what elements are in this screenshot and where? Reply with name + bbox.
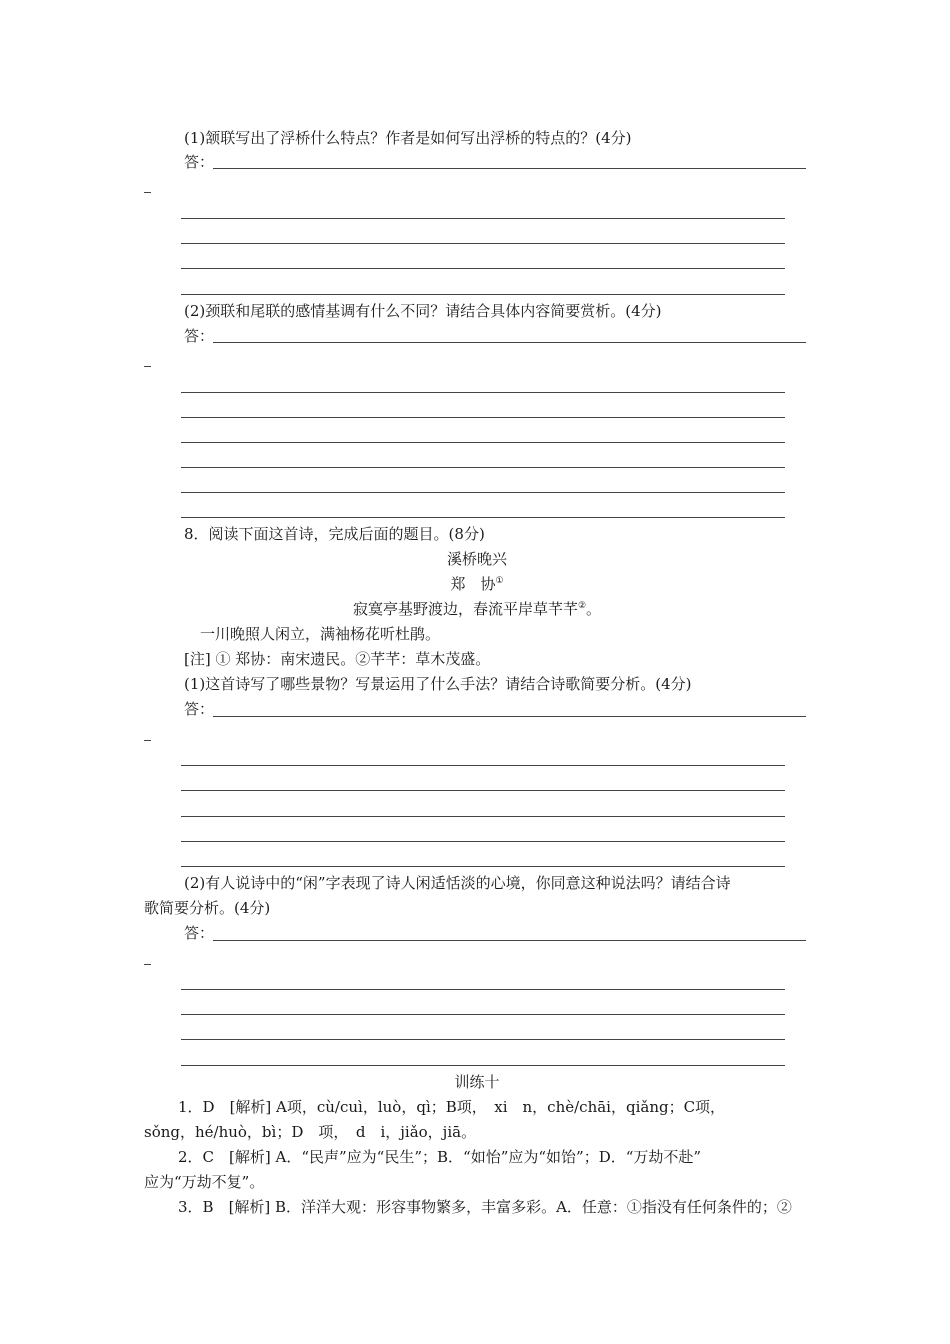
- poem-line-1: [144, 599, 810, 619]
- poem-notes: [注] ① 郑协：南宋遗民。②芊芊：草木茂盛。: [184, 650, 491, 668]
- answer-label: 答：: [184, 700, 215, 718]
- answer-line[interactable]: [181, 417, 785, 418]
- key-heading: 训练十: [454, 1073, 500, 1091]
- line-dash: [144, 740, 151, 741]
- q8-sub2-line1: (2)有人说诗中的“闲”字表现了诗人闲适恬淡的心境，你同意这种说法吗？请结合诗: [184, 874, 731, 892]
- line1-footnote-mark: ②: [577, 601, 587, 611]
- answer-line[interactable]: [181, 1065, 785, 1066]
- answer-1-line-1: 1．D [解析] A项，cù/cuì，luò，qì；B项， xi n，chè/chāi，qiǎng；C项，: [178, 1098, 726, 1116]
- q7-sub1: (1)颔联写出了浮桥什么特点？作者是如何写出浮桥的特点的？(4分): [184, 129, 632, 147]
- q8-intro: 8．阅读下面这首诗，完成后面的题目。(8分): [184, 525, 485, 543]
- q8-sub1: (1)这首诗写了哪些景物？写景运用了什么手法？请结合诗歌简要分析。(4分): [184, 675, 692, 693]
- answer-line[interactable]: [213, 716, 806, 717]
- answer-line[interactable]: [181, 866, 785, 867]
- line-dash: [144, 366, 151, 367]
- poem-line-1-text: 寂寞亭基野渡边，春流平岸草芊芊: [352, 600, 578, 618]
- answer-line[interactable]: [181, 218, 785, 219]
- answer-1-line-2: sǒng，hé/huò，bì；D 项， d i，jiǎo，jiā。: [144, 1123, 477, 1141]
- answer-2-line-1: 2．C [解析] A．“民声”应为“民生”；B．“如怡”应为“如饴”；D．“万劫不赴”: [178, 1148, 702, 1166]
- q8-sub2-line2: 歌简要分析。(4分): [144, 899, 271, 917]
- poem-author: [144, 574, 810, 594]
- answer-line[interactable]: [213, 342, 806, 343]
- answer-line[interactable]: [181, 517, 785, 518]
- answer-line[interactable]: [181, 765, 785, 766]
- poem-line-1-end: 。: [586, 600, 602, 618]
- author-footnote-mark: ①: [495, 576, 504, 586]
- answer-line[interactable]: [181, 268, 785, 269]
- answer-line[interactable]: [181, 442, 785, 443]
- answer-line[interactable]: [181, 816, 785, 817]
- answer-label: 答：: [184, 153, 215, 171]
- answer-line[interactable]: [181, 294, 785, 295]
- answer-line[interactable]: [181, 392, 785, 393]
- answer-line[interactable]: [181, 1039, 785, 1040]
- author-name: 郑 协: [450, 575, 496, 593]
- poem-title: 溪桥晚兴: [446, 550, 507, 568]
- answer-line[interactable]: [181, 841, 785, 842]
- answer-line[interactable]: [181, 492, 785, 493]
- answer-line[interactable]: [181, 1014, 785, 1015]
- answer-label: 答：: [184, 327, 215, 345]
- poem-line-2: 一川晚照人闲立，满袖杨花听杜鹃。: [200, 625, 441, 643]
- line-dash: [144, 964, 151, 965]
- answer-line[interactable]: [181, 467, 785, 468]
- answer-line[interactable]: [181, 243, 785, 244]
- answer-2-line-2: 应为“万劫不复”。: [144, 1173, 265, 1191]
- answer-line[interactable]: [213, 940, 806, 941]
- answer-line[interactable]: [213, 168, 806, 169]
- answer-3-line-1: 3．B [解析] B．洋洋大观：形容事物繁多，丰富多彩。A．任意：①指没有任何条件的；②: [178, 1198, 792, 1216]
- answer-line[interactable]: [181, 989, 785, 990]
- line-dash: [144, 192, 151, 193]
- q7-sub2: (2)颈联和尾联的感情基调有什么不同？请结合具体内容简要赏析。(4分): [184, 302, 662, 320]
- answer-label: 答：: [184, 924, 215, 942]
- answer-line[interactable]: [181, 790, 785, 791]
